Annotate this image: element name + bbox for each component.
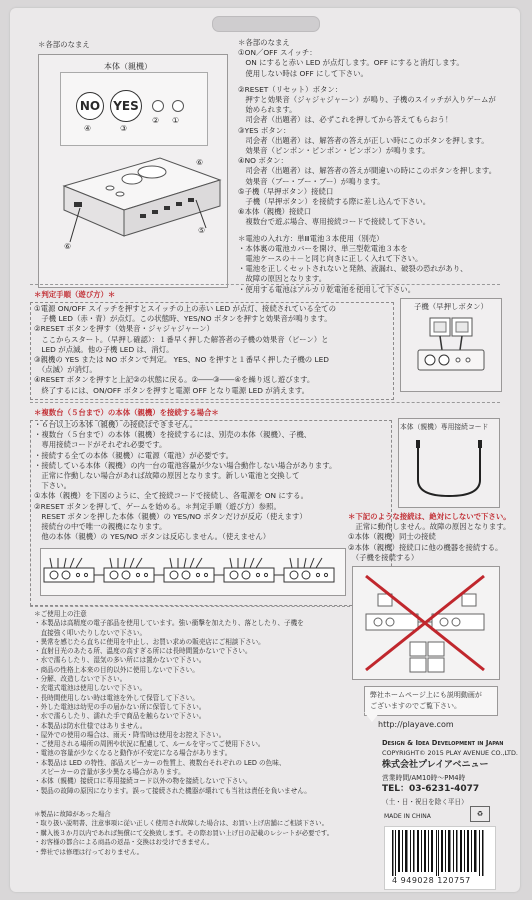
battery-line: ＊電池の入れ方：単Ⅲ電池３本使用（別売） — [238, 233, 384, 243]
caution-line: スピーカーの音量が多少異なる場合があります。 — [34, 768, 185, 777]
repair-list — [34, 810, 333, 857]
caution-line: ・本体（親機）接続口に専用接続コード以外の物を接続しないで下さい。 — [34, 777, 252, 786]
battery-line: 電池ケースの＋－と同じ向きに正しく入れて下さい。 — [238, 254, 423, 264]
parts-line: ③YES ボタン： — [238, 125, 291, 135]
repair-line: ・購入後３か月以内であれば無償にて交換致します。その際お買い上げ日の記載のレシートが必要です。 — [34, 828, 334, 837]
rule-line: LED が点滅。他の子機 LED は、消灯。 — [34, 344, 174, 354]
caution-line: ・本製品は高精度の電子部品を使用しています。強い衝撃を加えたり、落としたり、子機を — [34, 619, 304, 628]
caution-line: ・本製品は LED の特性、部品スピーカーの性質上、複数台それぞれの LED の色味、 — [34, 758, 286, 767]
multi-line: RESET ボタンを押した本体（親機）の YES/NO ボタンだけが反応（使えます） — [34, 511, 307, 521]
warning-line: ①本体（親機）同士の接続 — [348, 532, 436, 542]
caution-line: ・製品の故障の原因になります。誤って接続された機器が壊れても当社は責任を負いません。 — [34, 786, 311, 795]
caution-line: 直接強く叩いたりしないで下さい。 — [34, 628, 147, 637]
multi-line: ・複数台（５台まで）の本体（親機）を接続するには、別売の本体（親機）、子機、 — [34, 430, 312, 440]
caution-line: ＊ご使用上の注意 — [34, 610, 87, 618]
multi-line: ②RESET ボタンを押して、ゲームを始める。＊判定手順（遊び方）参照。 — [34, 501, 281, 511]
web-note-2: ございますのでご覧下さい。 — [370, 702, 461, 710]
label-6-top: ⑥ — [196, 158, 204, 167]
business-hours: 営業時間/AM10時～PM4時 — [382, 774, 466, 782]
parts-line: ①ON／OFF スイッチ： — [238, 48, 317, 58]
unit-iso-illustration — [40, 148, 224, 278]
divider — [30, 284, 500, 285]
battery-line: ・電池を正しくセットされないと発熱、液漏れ、破裂の恐れがあり、 — [238, 264, 468, 274]
prohibited-illustration — [352, 566, 498, 678]
caution-line: ・外した電池は幼児の手の届かない所に保管して下さい。 — [34, 702, 206, 711]
barcode-number: 4 949028 120757 — [392, 876, 471, 885]
caution-line: ・充電式電池は使用しないで下さい。 — [34, 684, 147, 693]
parts-list — [238, 38, 496, 295]
caution-line: ・電池の容量が少なくなると動作が不安定になる場合があります。 — [34, 749, 232, 758]
parts-line: 司会者（出題者）は、解答者の答えが正しい時にこのボタンを押します。 — [238, 135, 489, 145]
label-6-bottom: ⑥ — [64, 242, 72, 251]
battery-line: ・本体裏の電池カバーを開け、単三型乾電池３本を — [238, 243, 408, 253]
caution-line: ・直射日光のあたる所、温度の高すぎる所には長時間置かないで下さい。 — [34, 647, 252, 656]
rule-line: ②RESET ボタンを押す（効果音・ジャジャジャーン） — [34, 324, 214, 334]
multi-line: 接続台の中で唯一の親機になります。 — [34, 522, 167, 532]
rule-line: ④RESET ボタンを押すと上記②の状態に戻る。②――③――④を繰り返し遊びます。 — [34, 375, 315, 385]
multi-line: ・６台以上の本体（親機）の接続はできません。 — [34, 420, 198, 429]
rule-line: ここからスタート。（早押し確認）：１番早く押した解答者の子機の効果音（ビーン）と — [34, 334, 329, 344]
parts-line: 複数台で遊ぶ場合、専用接続コードで接続して下さい。 — [238, 217, 431, 227]
parts-title: ＊各部のなまえ — [38, 40, 90, 49]
repair-line: ＊製品に故障があった場合 — [34, 810, 111, 818]
copyright: COPYRIGHT© 2015 PLAY AVENUE CO.,LTD. — [382, 749, 518, 757]
warning-line: 正常に動作しません。故障の原因となります。 — [348, 522, 511, 532]
caution-line: ・異常を感じたら直ちに使用を中止し、お買い求めの販売店にご相談下さい。 — [34, 637, 265, 646]
rules-title: ＊判定手順（遊び方）＊ — [34, 290, 116, 299]
chain-illustration — [42, 552, 342, 590]
caution-line: ・商品の性格上本来の目的以外に使用しないで下さい。 — [34, 665, 199, 674]
parts-line: ON にすると赤い LED が点灯します。OFF にすると消灯します。 — [238, 58, 464, 68]
cautions-list — [34, 610, 311, 796]
reset-button[interactable] — [152, 100, 164, 112]
label-3: ③ — [120, 124, 128, 133]
unit-label: 本体（親機） — [104, 62, 152, 71]
phone: TEL：03-6231-4077 — [382, 784, 480, 794]
no-button[interactable]: NO — [76, 92, 104, 120]
warning-line: ＊下記のような接続は、絶対にしないで下さい。 — [348, 512, 511, 521]
multi-title: ＊複数台（５台まで）の本体（親機）を接続する場合＊ — [34, 408, 219, 417]
web-note-1: 弊社ホームページ上にも説明動画が — [370, 691, 482, 699]
made-in: MADE IN CHINA — [384, 813, 431, 820]
parts-line: ④NO ボタン： — [238, 156, 288, 166]
yes-button[interactable]: YES — [110, 90, 142, 122]
parts-line: 効果音（ピンポン・ピンポン・ピンポン）が鳴ります。 — [238, 146, 430, 156]
parts-line: ⑤子機（早押ボタン）接続口 — [238, 186, 334, 196]
parts-line: 始められます。 — [238, 105, 297, 115]
rule-line: 子機 LED（赤・青）が点灯。この状態時、YES/NO ボタンを押すと効果音が鳴ります。 — [34, 314, 332, 324]
rule-line: ③親機の YES または NO ボタンで判定。 YES、NO を押すと１番早く押した子機の LED — [34, 355, 329, 365]
power-switch[interactable] — [172, 100, 184, 112]
rules-list — [34, 304, 336, 396]
multi-line: ①本体（親機）を下図のように、全て接続コードで接続し、各電源を ON にする。 — [34, 491, 308, 501]
warning-list — [348, 512, 511, 563]
caution-line: ・分解、改造しないで下さい。 — [34, 675, 127, 684]
multi-line: 下さい。 — [34, 481, 71, 491]
multi-line: 専用接続コードがそれぞれ必要です。 — [34, 440, 167, 450]
divider — [30, 606, 350, 607]
caution-line: ・水で濡らしたり、湿気の多い所には置かないで下さい。 — [34, 656, 206, 665]
parts-line: ＊各部のなまえ — [238, 38, 290, 47]
parts-line: 司会者（出題者）は、必ずこれを押してから答えてもらおう！ — [238, 115, 453, 125]
rule-line: 終了するには、ON/OFF ボタンを押すと電源 OFF となり電源 LED が消えます。 — [34, 385, 310, 395]
caution-line: ・ご使用される場所の周囲や状況に配慮して、ルールを守ってご使用下さい。 — [34, 740, 265, 749]
rule-line: （点滅）が消灯。 — [34, 365, 97, 375]
label-4: ④ — [84, 124, 92, 133]
multi-line: 他の本体（親機）の YES/NO ボタンは反応しません。（使えません） — [34, 532, 271, 542]
multi-list — [34, 420, 336, 542]
holidays: （土・日・祝日を除く平日） — [382, 798, 468, 806]
multi-line: 正常に作動しない場合があれば故障の原因となります。新しい電池と交換して — [34, 471, 300, 481]
parts-line: 司会者（出題者）は、解答者の答えが間違いの時にこのボタンを押します。 — [238, 166, 497, 176]
divider — [30, 402, 500, 403]
caution-line: ・水で濡らしたり、濡れた手で商品を触らないで下さい。 — [34, 712, 206, 721]
multi-line: ・接続している本体（親機）の内一台の電池容量が少ない場合動作しない場合があります。 — [34, 460, 337, 470]
label-2: ② — [152, 116, 160, 125]
caution-line: ・長時間使用しない時は電池を外して保管して下さい。 — [34, 693, 199, 702]
repair-line: ・弊社では修理は行っておりません。 — [34, 847, 144, 856]
website-link[interactable]: http://playave.com — [378, 720, 454, 729]
parts-line: ⑥本体（親機）接続口 — [238, 207, 312, 217]
parts-line: 使用しない時は OFF にして下さい。 — [238, 68, 368, 78]
label-5: ⑤ — [198, 226, 206, 235]
parts-line: 効果音（ブー・ブー・ブー）が鳴ります。 — [238, 176, 385, 186]
cord-title: 本体（親機）専用接続コード — [400, 423, 489, 431]
cord-illustration — [404, 436, 494, 502]
repair-line: ・お客様の都合による商品の返品・交換はお受けできません。 — [34, 838, 214, 847]
parts-line: 子機（早押ボタン）を接続する際に差し込んで下さい。 — [238, 197, 431, 207]
warning-line: （子機を接続する） — [348, 552, 419, 562]
hang-hole — [212, 16, 320, 32]
remote-illustration — [404, 314, 496, 386]
battery-line: 故障の原因となります。 — [238, 274, 327, 284]
recycle-mark-icon: ♻ — [470, 806, 490, 822]
repair-line: ・取り扱い説明書、注意事項に従い正しく使用され故障した場合は、お買い上げ店舗にご相談下さい。 — [34, 819, 328, 828]
brand-tagline: Design & Idea Development in Japan — [382, 739, 504, 747]
parts-line: 押すと効果音（ジャジャジャーン）が鳴り、子機のスイッチが入りゲームが — [238, 95, 496, 105]
label-1: ① — [172, 116, 180, 125]
warning-line: ②本体（親機）接続口に他の機器を接続する。 — [348, 542, 503, 552]
caution-line: ・本製品は防水仕様ではありません。 — [34, 721, 147, 730]
barcode-icon — [392, 830, 488, 876]
rule-line: ①電源 ON/OFF スイッチを押すとスイッチの上の赤い LED が点灯、接続されている全ての — [34, 304, 336, 313]
company-name: 株式会社プレイアベニュー — [382, 760, 489, 770]
parts-line: ②RESET（リセット）ボタン： — [238, 84, 343, 94]
battery-line: ・使用する電池はアルカリ乾電池を使用して下さい。 — [238, 284, 416, 294]
remote-title: 子機（早押しボタン） — [414, 302, 488, 311]
caution-line: ・屋外での使用の場合は、雨天・降雪時は使用をお控え下さい。 — [34, 730, 226, 739]
multi-line: ・接続する全ての本体（親機）に電源（電池）が必要です。 — [34, 450, 233, 460]
